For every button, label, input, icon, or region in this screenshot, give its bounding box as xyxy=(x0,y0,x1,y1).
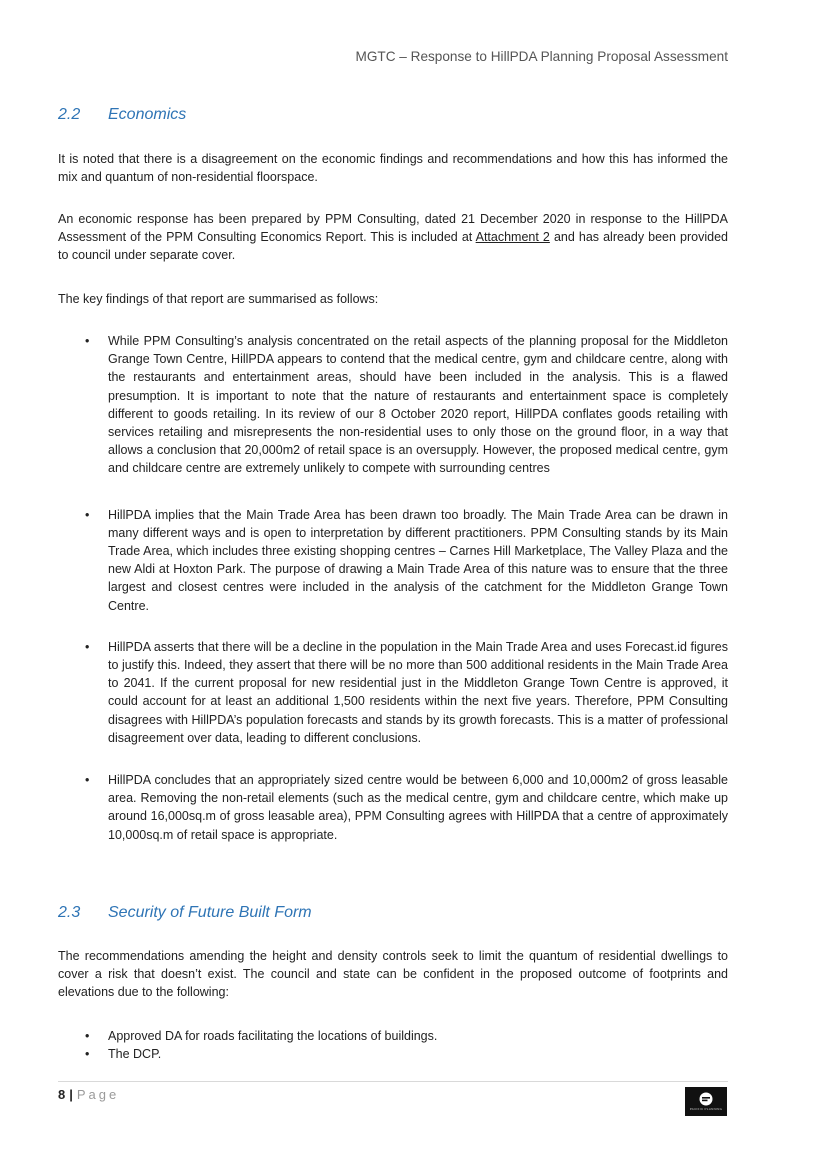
paragraph: The recommendations amending the height and density controls seek to limit the quantum of residential dwellings to cover a risk that doesn’t exist. The council and state can be confident in the proposed outcome of footprints and elevations due to the following: xyxy=(58,949,728,1000)
bullet-icon: • xyxy=(85,639,90,654)
bullet-icon: • xyxy=(85,334,90,348)
logo-mark-icon xyxy=(699,1092,713,1106)
paragraph-text: An economic response has been prepared by PPM Consulting, dated 21 December 2020 in response to the HillPDA Assessment of the PPM Consulting Economics Report. This is included at xyxy=(58,212,728,245)
list-item-text: HillPDA concludes that an appropriately sized centre would be between 6,000 and 10,000m2 of gross leasable area. Removing the non-retail elements (such as the medical centre, gym and childcare centre, which make up around 16,000sq.m of gross leasable area), PPM Consulting agrees with HillPDA that a centre of approximately 10,000sq.m of retail space is appropriate. xyxy=(108,773,728,842)
bullet-icon: • xyxy=(85,1047,90,1062)
company-logo xyxy=(685,1087,727,1116)
logo-text: PACIFIC PLANNING xyxy=(689,1107,723,1111)
bullet-icon: • xyxy=(85,507,90,522)
section-title: Economics xyxy=(108,106,187,123)
section-number: 2.3 xyxy=(58,904,81,921)
page-footer xyxy=(58,1087,119,1102)
list-item xyxy=(58,638,728,747)
paragraph-text: and has already been provided to council under separate cover. xyxy=(58,230,728,263)
list-item-text: HillPDA asserts that there will be a decline in the population in the Main Trade Area and uses Forecast.id figures to justify this. Indeed, they assert that there will be no more than 500 additional residents in the Main Trade Area to 2041. If the current proposal for new residential just in the Middleton Grange Town Centre is approved, it could account for at least an additional 1,500 residents within the next five years. Therefore, PPM Consulting disagrees with HillPDA’s population forecasts and stands by its growth forecasts. This is a matter of professional disagreement over data, leading to different conclusions. xyxy=(108,639,728,745)
paragraph: The key findings of that report are summarised as follows: xyxy=(58,292,379,306)
reasons-list xyxy=(58,1027,728,1063)
section-heading-security xyxy=(58,904,312,922)
section-heading-economics xyxy=(58,106,186,124)
page-number: 8 xyxy=(58,1087,66,1102)
list-item xyxy=(58,332,728,478)
section-number: 2.2 xyxy=(58,106,81,123)
footer-separator: | xyxy=(69,1087,73,1102)
key-findings-list xyxy=(58,332,728,844)
page-word: Page xyxy=(76,1087,120,1102)
section-title: Security of Future Built Form xyxy=(108,904,312,921)
list-item-text: While PPM Consulting’s analysis concentrated on the retail aspects of the planning proposal for the Middleton Grange Town Centre, HillPDA appears to contend that the medical centre, gym and childcare centre, along with the restaurants and entertainment areas, should have been included in the analysis. This is a flawed presumption. It is important to note that the nature of restaurants and entertainment space is completely different to goods retailing. In its review of our 8 October 2020 report, HillPDA conflates goods retailing with services retailing and misrepresents the non-residential uses to only those on the ground floor, in a way that allows a conclusion that 20,000m2 of retail space is an oversupply. However, the proposed medical centre, gym and childcare centre are extremely unlikely to compete with surrounding centres xyxy=(108,334,728,476)
attachment-link[interactable]: Attachment 2 xyxy=(475,230,550,245)
list-item xyxy=(58,771,728,844)
bullet-icon: • xyxy=(85,1029,90,1043)
paragraph: It is noted that there is a disagreement on the economic findings and recommendations and how this has informed the mix and quantum of non-residential floorspace. xyxy=(58,152,728,185)
list-item xyxy=(58,1045,728,1063)
list-item-text: Approved DA for roads facilitating the locations of buildings. xyxy=(108,1029,438,1043)
list-item-text: HillPDA implies that the Main Trade Area has been drawn too broadly. The Main Trade Area can be drawn in many different ways and is open to interpretation by different practitioners. PPM Consulting stands by its Main Trade Area, which includes three existing shopping centres – Carnes Hill Marketplace, The Valley Plaza and the new Aldi at Hoxton Park. The purpose of drawing a Main Trade Area of this nature was to ensure that the three largest and closest centres were included in the analysis of the catchment for the Middleton Grange Town Centre. xyxy=(108,507,728,613)
list-item-text: The DCP. xyxy=(108,1047,162,1062)
bullet-icon: • xyxy=(85,773,90,788)
list-item xyxy=(58,506,728,615)
list-item xyxy=(58,1027,728,1045)
footer-divider xyxy=(58,1081,728,1082)
running-header: MGTC – Response to HillPDA Planning Proposal Assessment xyxy=(355,49,728,64)
paragraph-attachment xyxy=(58,210,728,265)
